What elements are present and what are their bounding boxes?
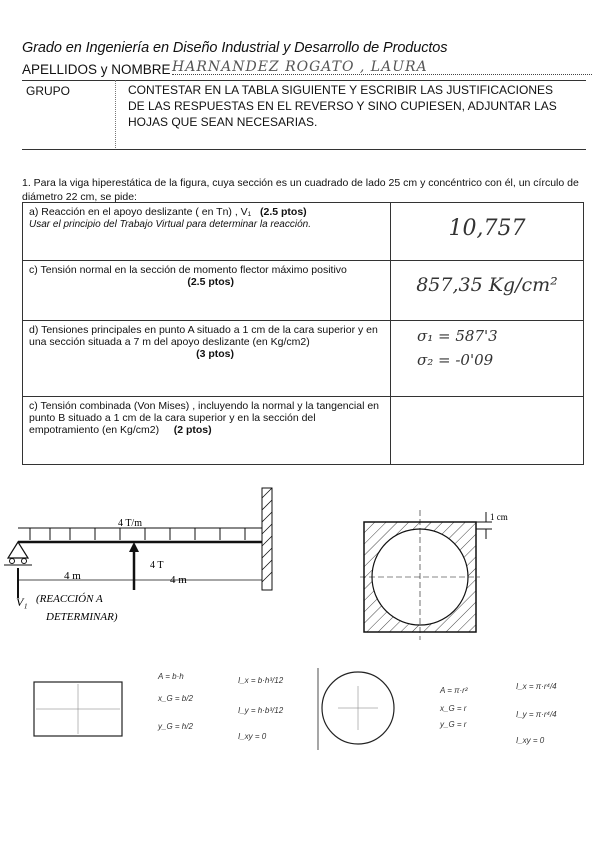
answer-cell [391,203,584,261]
table-row [23,397,584,465]
beam-diagram [0,482,330,632]
question-text: a) Reacción en el apoyo deslizante ( en Tn) , V₁ [29,206,252,218]
problem-intro: 1. Para la viga hiperestática de la figura, cuya sección es un cuadrado de lado 25 cm y concéntrico con él, un círculo de diámetro 22 cm, se pide: [22,177,579,203]
question-text: c) Tensión normal en la sección de momento flector máximo positivo [29,264,347,276]
header-divider [115,80,117,148]
handwritten-note-1: (REACCIÓN A [36,593,103,605]
circle-yg: y_G = r [440,720,467,729]
circle-iy: I_y = π·r⁴/4 [516,710,557,719]
rect-xg: x_G = b/2 [158,694,193,703]
roller-wheel [10,559,15,564]
answer-line-2: σ₂ = -0'09 [417,351,494,369]
section-dim: 1 cm [490,512,508,522]
grupo-label: GRUPO [26,84,71,98]
dim-right: 4 m [170,574,187,586]
answer-handwritten: 857,35 Kg/cm² [416,274,558,296]
answer-table [22,202,584,465]
apellidos-label: APELLIDOS y NOMBRE [22,62,171,77]
rect-yg: y_G = h/2 [158,722,193,731]
answer-handwritten: 10,757 [448,216,526,241]
circle-area: A = π·r² [440,686,468,695]
question-points: (2 ptos) [173,424,212,436]
question-text: d) Tensiones principales en punto A situado a 1 cm de la cara superior y en una sección situada a 7 m del apoyo deslizante (en Kg/cm2) [29,324,378,348]
question-points: (3 ptos) [196,348,234,360]
answer-cell [391,397,584,465]
question-cell [23,397,391,465]
table-row [23,261,584,321]
question-points-wrap [29,348,384,360]
answer-line-1: σ₁ = 587'3 [417,327,498,345]
question-text: c) Tensión combinada (Von Mises) , incluyendo la normal y la tangencial en punto B situado a 1 cm de la cara superior y en la sección del empotramiento (en Kg/cm2) [29,400,379,436]
load-label: 4 T/m [118,518,142,529]
question-note: Usar el principio del Trabajo Virtual para determinar la reacción. [29,219,311,230]
instructions: CONTESTAR EN LA TABLA SIGUIENTE Y ESCRIBIR LAS JUSTIFICACIONES DE LAS RESPUESTAS EN EL REVERSO Y SINO CUPIESEN, ADJUNTAR LAS HOJAS QUE SEAN NECESARIAS. [128,83,557,129]
circle-xg: x_G = r [440,704,467,713]
fixed-wall [262,488,272,590]
wall-hatch [262,488,272,582]
reaction-label: V₁ [16,595,28,609]
question-points: (2.5 ptos) [260,206,307,218]
roller-wheel [22,559,27,564]
question-cell [23,203,391,261]
circle-ixy: I_xy = 0 [516,736,545,745]
question-points-wrap [29,276,384,288]
table-row [23,203,584,261]
distributed-load-arrows [30,528,245,540]
circle-shape-figure [312,664,422,754]
question-points: (2.5 ptos) [187,276,234,288]
circle-ix: I_x = π·r⁴/4 [516,682,557,691]
answer-cell [391,321,584,397]
rect-ixy: I_xy = 0 [238,732,267,741]
cross-section-diagram [340,500,520,640]
page-title: Grado en Ingeniería en Diseño Industrial y Desarrollo de Productos [22,40,448,56]
rect-area: A = b·h [158,672,184,681]
point-load-label: 4 T [150,560,164,571]
question-cell [23,321,391,397]
handwritten-note-2: DETERMINAR) [46,611,118,623]
rect-shape-figure [30,664,150,744]
roller-support [8,542,28,558]
dim-left: 4 m [64,570,81,582]
rect-ix: I_x = b·h³/12 [238,676,284,685]
question-cell [23,261,391,321]
name-handwritten: HARNANDEZ ROGATO , LAURA [172,59,428,75]
answer-cell [391,261,584,321]
rect-iy: I_y = h·b³/12 [238,706,284,715]
table-row [23,321,584,397]
point-load-head [129,542,139,552]
